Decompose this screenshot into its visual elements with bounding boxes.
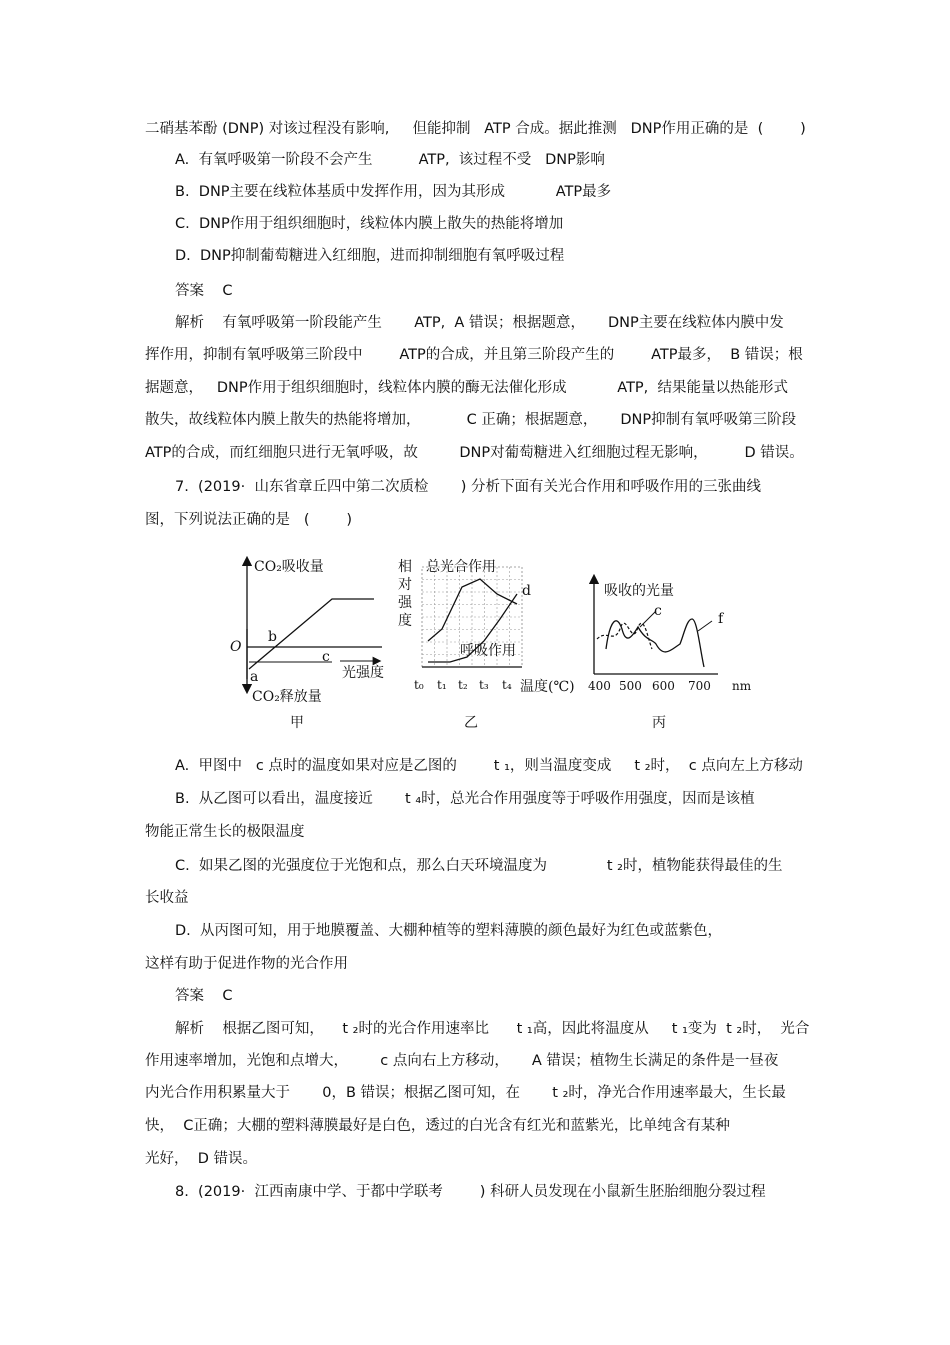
text-line: 图，下列说法正确的是 ( )	[145, 512, 353, 528]
text-line: 这样有助于促进作物的光合作用	[145, 956, 348, 972]
text-line: 长收益	[145, 890, 189, 906]
chart-yi	[398, 558, 575, 731]
text-line: A. 甲图中 c 点时的温度如果对应是乙图的 t ₁，则当温度变成 t ₂时， c 点向左上方移动	[175, 758, 803, 774]
jia-point-b: b	[268, 629, 277, 645]
text-line: 光好， D 错误。	[145, 1151, 257, 1167]
yi-ylabel-3: 强	[398, 595, 412, 611]
chart-bing	[588, 579, 752, 731]
text-line: D. 从丙图可知，用于地膜覆盖、大棚种植等的塑料薄膜的颜色最好为红色或蓝紫色，	[175, 923, 722, 939]
text-line: C. 如果乙图的光强度位于光饱和点，那么白天环境温度为 t ₂时，植物能获得最佳的生	[175, 858, 783, 874]
yi-tick-t3: t₃	[479, 678, 489, 692]
bing-title: 吸收的光量	[604, 583, 674, 599]
bing-unit: nm	[732, 679, 752, 693]
yi-curve-total	[428, 579, 517, 641]
text-line: 内光合作用积累量大于 0，B 错误；根据乙图可知，在 t ₂时，净光合作用速率最大，生长最	[145, 1085, 786, 1101]
text-line: 作用速率增加，光饱和点增大， c 点向右上方移动， A 错误；植物生长满足的条件是一昼夜	[145, 1053, 779, 1069]
bing-tick-700: 700	[688, 679, 711, 693]
bing-tick-500: 500	[619, 679, 642, 693]
text-line: 解析 根据乙图可知， t ₂时的光合作用速率比 t ₁高，因此将温度从 t ₁变为 t ₂时， 光合	[175, 1021, 810, 1037]
bing-f-pointer	[698, 621, 712, 631]
jia-origin: O	[230, 639, 242, 655]
bing-label-f: f	[718, 611, 724, 627]
chart-jia	[230, 558, 384, 731]
text-line: A. 有氧呼吸第一阶段不会产生 ATP, 该过程不受 DNP影响	[175, 152, 605, 168]
bing-label-c: c	[654, 603, 662, 619]
text-line: 据题意， DNP作用于组织细胞时，线粒体内膜的酶无法催化形成 ATP, 结果能量以热能形式	[145, 380, 789, 396]
yi-tick-t2: t₂	[458, 678, 468, 692]
bing-tick-400: 400	[588, 679, 611, 693]
bing-tick-600: 600	[652, 679, 675, 693]
yi-caption: 乙	[464, 715, 478, 731]
yi-xlabel: 温度(℃)	[520, 679, 575, 695]
jia-caption: 甲	[290, 715, 304, 731]
text-line: B. DNP主要在线粒体基质中发挥作用，因为其形成 ATP最多	[175, 184, 612, 200]
text-line: 7. (2019· 山东省章丘四中第二次质检 ) 分析下面有关光合作用和呼吸作用的三张曲线	[175, 479, 761, 495]
jia-point-a: a	[250, 669, 259, 685]
text-line: C. DNP作用于组织细胞时，线粒体内膜上散失的热能将增加	[175, 216, 564, 232]
text-line: 散失，故线粒体内膜上散失的热能将增加， C 正确；根据题意， DNP抑制有氧呼吸第三阶段	[145, 412, 797, 428]
yi-ylabel-1: 相	[398, 559, 412, 575]
jia-point-c: c	[322, 649, 330, 665]
yi-ylabel-4: 度	[398, 613, 412, 629]
text-line: 8. (2019· 江西南康中学、于都中学联考 ) 科研人员发现在小鼠新生胚胎细胞分裂过程	[175, 1184, 766, 1200]
text-line: D. DNP抑制葡萄糖进入红细胞，进而抑制细胞有氧呼吸过程	[175, 248, 565, 264]
text-line: 答案 C	[175, 988, 233, 1004]
yi-curve1-label: 总光合作用	[426, 559, 496, 575]
bing-curve-solid	[606, 619, 704, 667]
figure-three-curves	[222, 549, 767, 739]
yi-tick-t1: t₁	[437, 678, 447, 692]
bing-caption: 丙	[652, 715, 666, 731]
text-line: 二硝基苯酚 (DNP) 对该过程没有影响, 但能抑制 ATP 合成。据此推测 DNP作用正确的是 ( )	[145, 121, 806, 137]
yi-ylabel-2: 对	[398, 577, 412, 593]
jia-xlabel: 光强度	[342, 665, 384, 681]
text-line: 挥作用，抑制有氧呼吸第三阶段中 ATP的合成，并且第三阶段产生的 ATP最多， B 错误；根	[145, 347, 803, 363]
yi-curve2-label: 呼吸作用	[460, 643, 516, 659]
yi-tick-t4: t₄	[502, 678, 512, 692]
text-line: ATP的合成，而红细胞只进行无氧呼吸，故 DNP对葡萄糖进入红细胞过程无影响， D 错误。	[145, 445, 804, 461]
text-line: B. 从乙图可以看出，温度接近 t ₄时，总光合作用强度等于呼吸作用强度，因而是该植	[175, 791, 755, 807]
jia-ylabel-top: CO₂吸收量	[254, 559, 324, 575]
yi-point-d: d	[522, 583, 531, 599]
text-line: 物能正常生长的极限温度	[145, 824, 305, 840]
text-line: 答案 C	[175, 283, 233, 299]
text-line: 解析 有氧呼吸第一阶段能产生 ATP, A 错误；根据题意， DNP主要在线粒体内膜中发	[175, 315, 784, 331]
jia-ylabel-bottom: CO₂释放量	[252, 689, 322, 705]
yi-tick-t0: t₀	[414, 678, 424, 692]
text-line: 快， C正确；大棚的塑料薄膜最好是白色，透过的白光含有红光和蓝紫光，比单纯含有某种	[145, 1118, 730, 1134]
